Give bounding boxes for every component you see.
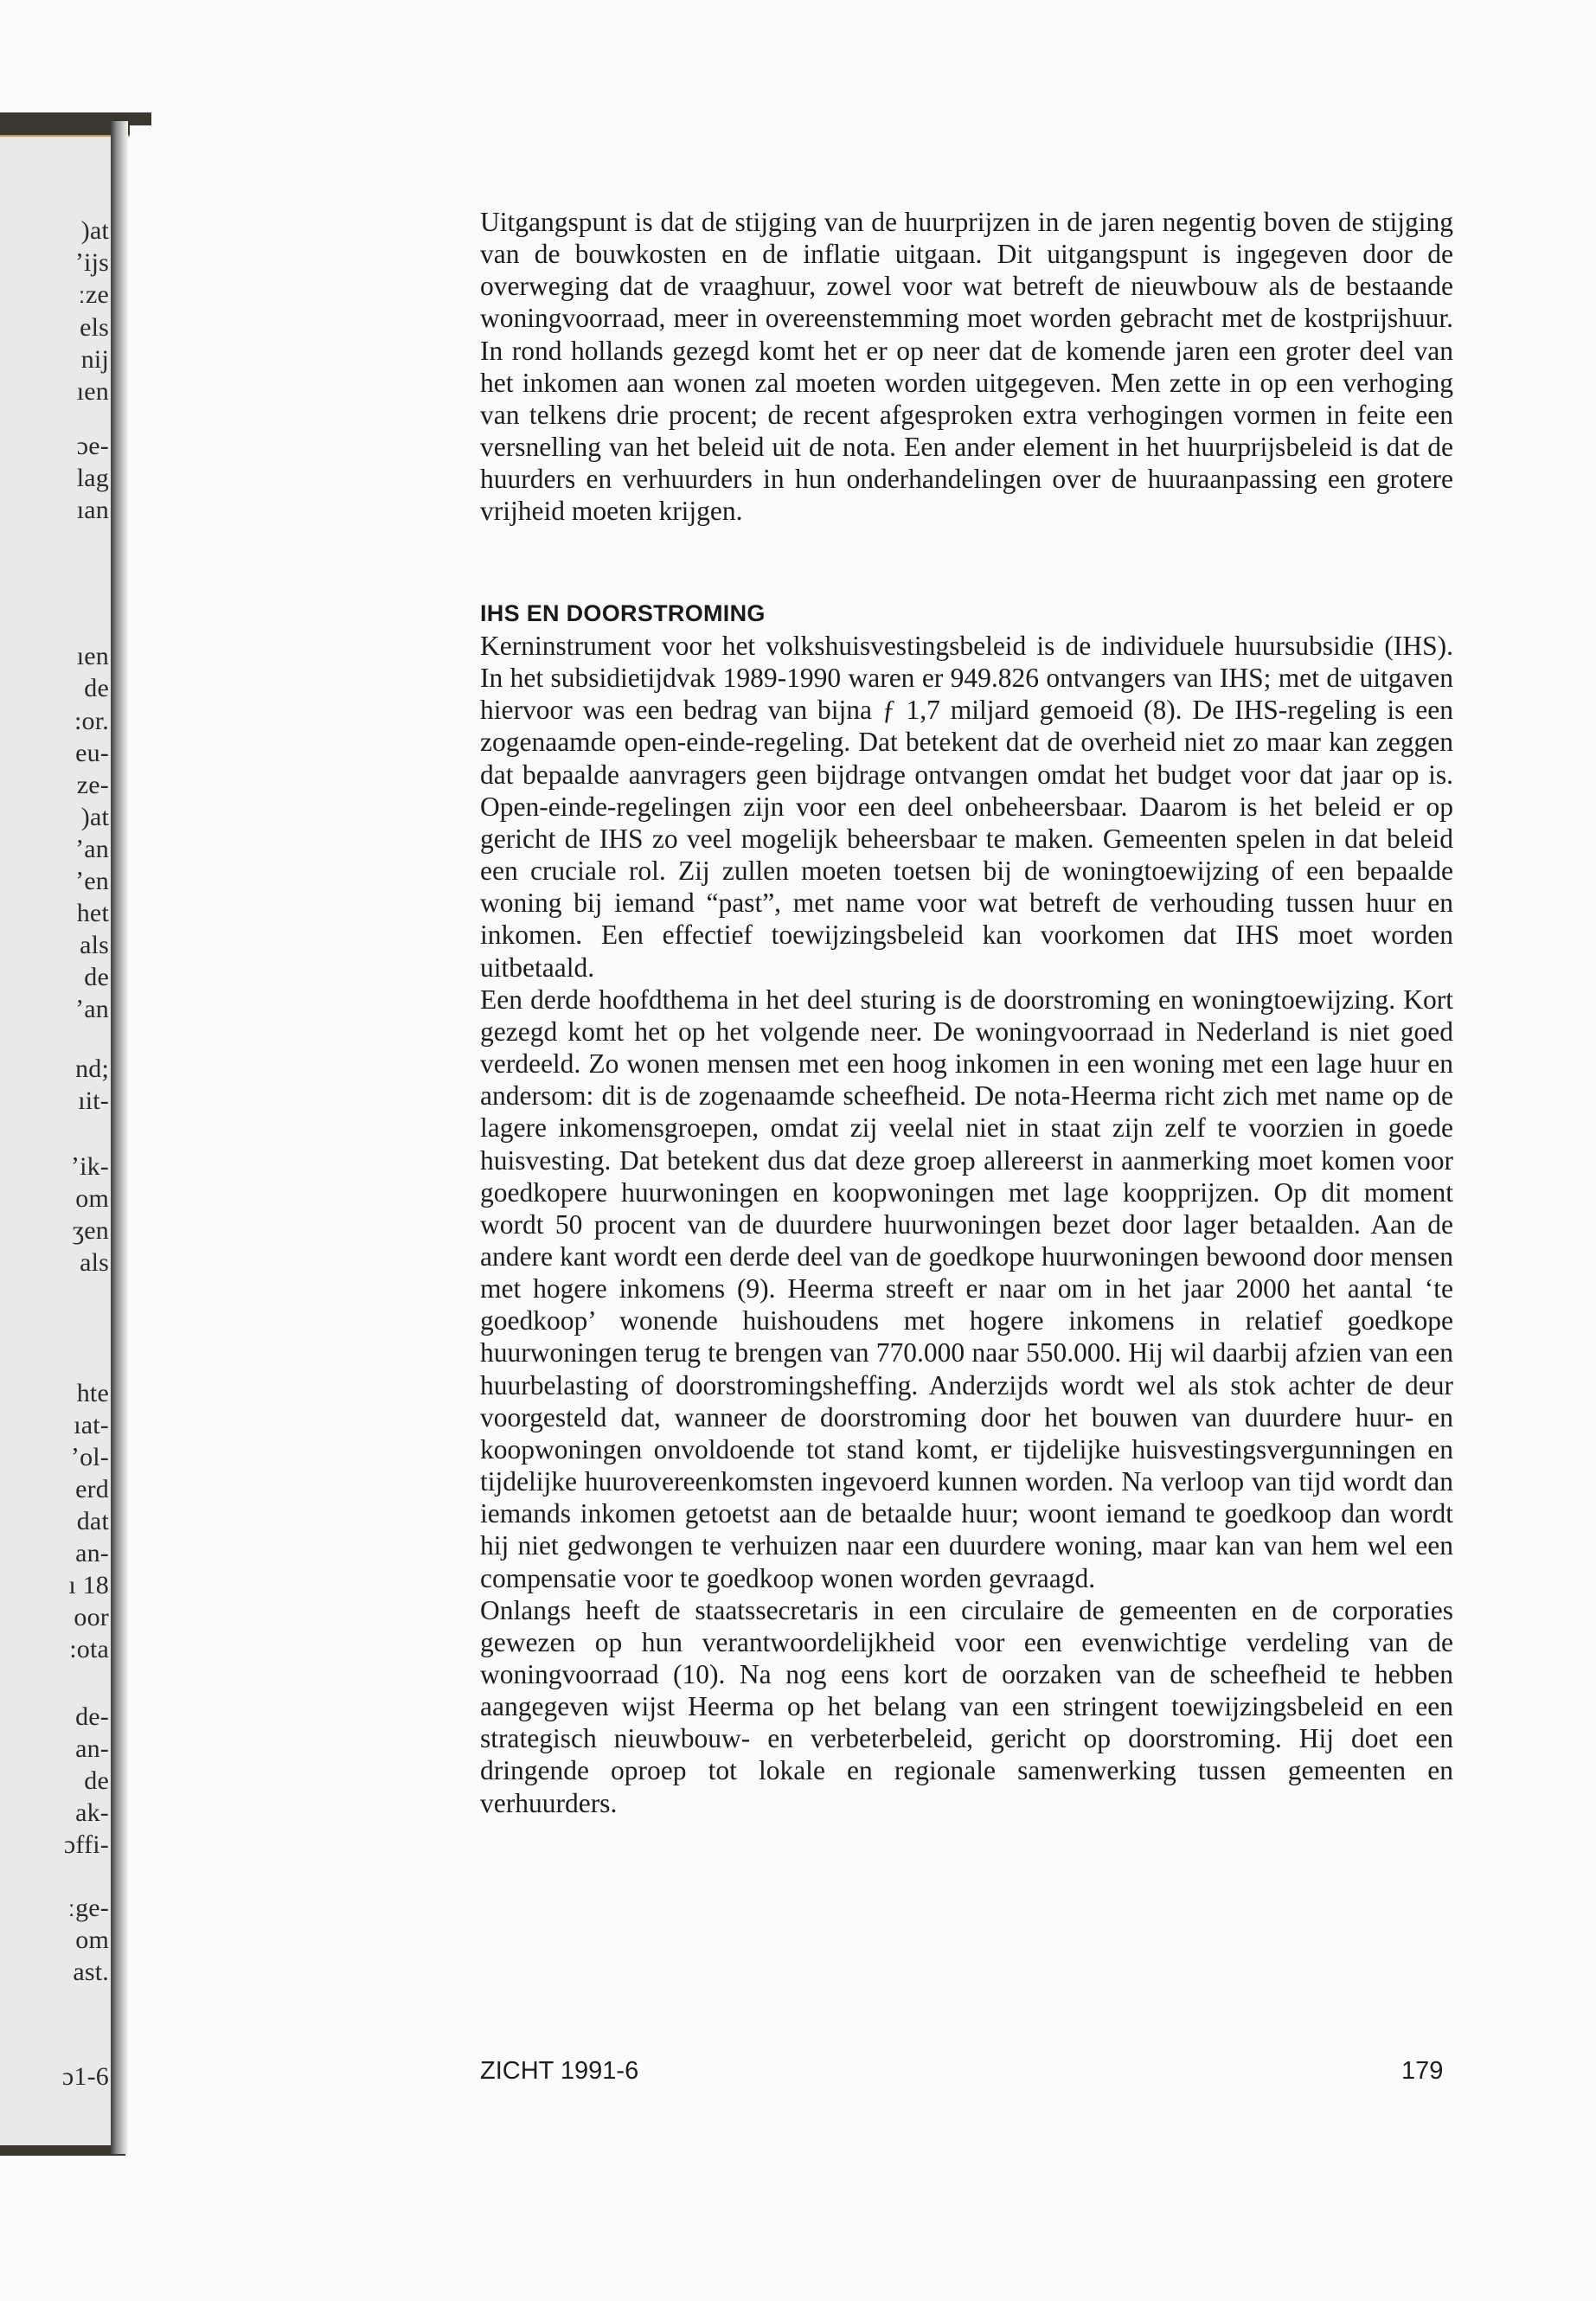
previous-page-fragment: ɔffi- <box>63 1830 109 1859</box>
previous-page-fragment: de <box>84 1766 109 1795</box>
previous-page-fragment: ʼijs <box>74 248 109 277</box>
previous-page-fragment: dat <box>76 1507 109 1535</box>
previous-page-fragment: ı 18 <box>68 1571 109 1599</box>
previous-page-fragment: de <box>84 963 109 991</box>
previous-page-fragment: an- <box>75 1539 109 1567</box>
footer-journal: ZICHT 1991-6 <box>480 2057 639 2085</box>
previous-page-fragment: oor <box>74 1603 109 1631</box>
previous-page-fragment: ːze <box>78 280 109 309</box>
previous-page-fragment: ʼan <box>75 835 109 863</box>
previous-page-fragment: an- <box>75 1734 109 1763</box>
previous-page-fragment: ıit- <box>78 1086 109 1115</box>
previous-page-fragment: els <box>80 313 109 342</box>
previous-page-fragment: hte <box>76 1379 109 1407</box>
previous-page-fragment: het <box>76 899 109 927</box>
previous-page-fragment: ak- <box>75 1798 109 1827</box>
paragraph: Onlangs heeft de staatssecretaris in een circulaire de gemeenten en de corporaties gewezen op hun verantwoordelijkheid voor een evenwichtige verdeling van de woningvoorraad (10). Na nog eens kort de oorzaken van de scheefheid te hebben aangegeven wijst Heerma op het belang van een stringent toewijzingsbeleid en een strategisch nieuwbouw- en verbeterbeleid, gericht op doorstroming. Hij doet een dringende oproep tot lokale en regionale samenwerking tussen gemeenten en verhuurders. <box>480 1594 1453 1818</box>
previous-page-fragment: om <box>75 1926 109 1954</box>
previous-page-fragment: )at <box>80 216 109 245</box>
paragraph: Kerninstrument voor het volkshuisvestingsbeleid is de individuele huursubsidie (IHS). In het subsidietijdvak 1989-1990 waren er 949.826 ontvangers van IHS; met de uitgaven hiervoor was een bedrag van bijna ƒ 1,7 miljard gemoeid (8). De IHS-regeling is een zogenaamde open-einde-regeling. Dat betekent dat de overheid niet zo maar kan zeggen dat bepaalde aanvragers geen bijdrage ontvangen omdat het budget voor dat jaar op is. Open-einde-regelingen zijn voor een deel onbeheersbaar. Daarom is het beleid er op gericht de IHS zo veel mogelijk beheersbaar te maken. Gemeenten spelen in dat beleid een cruciale rol. Zij zullen moeten toetsen bij de woningtoewijzing of een bepaalde woning bij iemand “past”, met name voor wat betreft de verhouding tussen huur en inkomen. Een effectief toewijzingsbeleid kan voorkomen dat IHS moet worden uitbetaald. <box>480 631 1453 983</box>
previous-page-fragment: ʼen <box>75 867 109 895</box>
binding-bottom-band <box>0 2145 125 2156</box>
previous-page-fragment: ıat- <box>74 1411 109 1439</box>
previous-page-fragment: lag <box>76 464 109 492</box>
book-spine-shadow <box>111 121 128 2154</box>
paragraph: Een derde hoofdthema in het deel sturing is de doorstroming en woningtoewijzing. Kort gezegd komt het op het volgende neer. De woningvoorraad in Nederland is niet goed verdeeld. Zo wonen mensen met een hoog inkomen in een woning met een lage huur en andersom: dit is de zogenaamde scheefheid. De nota-Heerma richt zich met name op de lagere inkomensgroepen, omdat zij veelal niet in staat zijn zelf te voorzien in goede huisvesting. Dat betekent dus dat deze groep allereerst in aanmerking moet komen voor goedkopere huurwoningen en koopwoningen met lage koopprijzen. Op dit moment wordt 50 procent van de duurdere huurwoningen bezet door lager betaalden. Aan de andere kant wordt een derde deel van de goedkope huurwoningen bewoond door mensen met hogere inkomens (9). Heerma streeft er naar om in het jaar 2000 het aantal ‘te goedkoop’ wonende huishoudens met hogere inkomens in relatief goedkope huurwoningen terug te brengen van 770.000 naar 550.000. Hij wil daarbij afzien van een huurbelasting of doorstromingsheffing. Anderzijds wordt wel als stok achter de deur voorgesteld dat, wanneer de doorstroming door het bouwen van duurdere huur- en koopwoningen onvoldoende tot stand komt, er tijdelijke huisvestingsvergunningen en tijdelijke huurovereenkomsten ingevoerd kunnen worden. Na verloop van tijd wordt dan iemands inkomen getoetst aan de betaalde huur; woont iemand te goedkoop dan wordt hij niet gedwongen te verhuizen naar een duurdere woning, maar kan van hem wel een compensatie voor te goedkoop wonen worden gevraagd. <box>480 984 1453 1593</box>
text-block-main <box>480 630 1453 1819</box>
previous-page-fragment: om <box>75 1184 109 1213</box>
previous-page-fragment: :ota <box>69 1635 109 1663</box>
previous-page-fragment: ze- <box>76 771 109 799</box>
previous-page-fragment: nd; <box>75 1054 109 1083</box>
page-number: 179 <box>1401 2057 1444 2085</box>
previous-page-fragment: ıen <box>76 642 109 670</box>
previous-page-fragment: ʼik- <box>70 1152 109 1181</box>
paragraph: Uitgangspunt is dat de stijging van de huurprijzen in de jaren negentig boven de stijging van de bouwkosten en de inflatie uitgaan. Dit uitgangspunt is ingegeven door de overweging dat de vraaghuur, zowel voor wat betreft de nieuwbouw als de bestaande woningvoorraad, meer in overeenstemming moet worden gebracht met de kostprijshuur. In rond hollands gezegd komt het er op neer dat de komende jaren een groter deel van het inkomen aan wonen zal moeten worden uitgegeven. Men zette in op een verhoging van telkens drie procent; de recent afgesproken extra verhogingen vormen in feite een versnelling van het beleid uit de nota. Een ander element in het huurprijsbeleid is dat de huurders en verhuurders in hun onderhandelingen over de huuraanpassing een grotere vrijheid moeten krijgen. <box>480 207 1453 527</box>
previous-page-fragment: erd <box>75 1475 109 1503</box>
previous-page-fragment: als <box>80 931 109 959</box>
previous-page-fragment: ʼan <box>75 995 109 1023</box>
previous-page-fragment: ɔe- <box>76 432 109 460</box>
previous-page-fragment: :or. <box>74 707 109 735</box>
previous-page-fragment: ıen <box>76 377 109 406</box>
previous-page-fragment: de- <box>75 1702 109 1731</box>
previous-page-fragment: ːge- <box>67 1894 109 1922</box>
previous-page-fragment: ɔ1-6 <box>61 2062 109 2091</box>
previous-page-fragment: eu- <box>75 739 109 767</box>
previous-page-fragment: ıan <box>76 496 109 524</box>
previous-page-fragment: de <box>84 674 109 702</box>
section-heading: IHS EN DOORSTROMING <box>480 600 766 626</box>
previous-page-fragment: ast. <box>73 1958 109 1986</box>
binding-top-band <box>0 112 151 137</box>
previous-page-fragment: ʼol- <box>70 1443 109 1471</box>
previous-page-fragment: als <box>80 1248 109 1277</box>
previous-page-fragment: nij <box>80 345 109 374</box>
previous-page-fragment: )at <box>80 803 109 831</box>
text-block-top <box>480 206 1453 528</box>
previous-page-fragment: ʒen <box>72 1216 109 1245</box>
